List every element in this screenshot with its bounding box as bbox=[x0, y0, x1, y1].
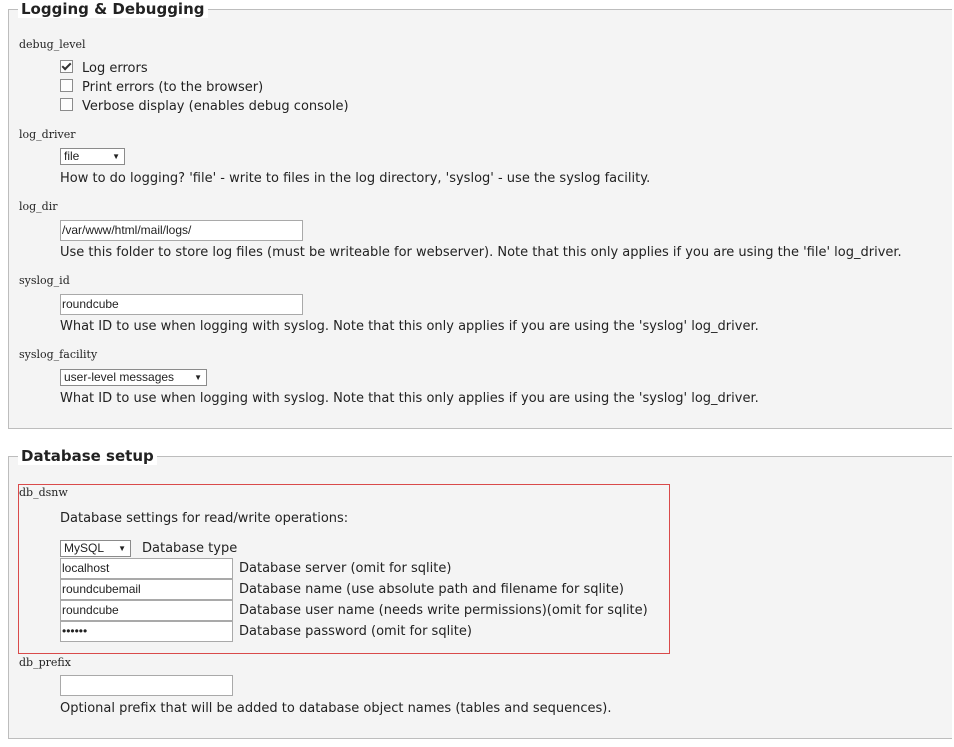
log-errors-option[interactable] bbox=[60, 60, 148, 77]
db-user-input[interactable]: roundcube bbox=[60, 600, 233, 621]
log-driver-key: log_driver bbox=[19, 128, 76, 141]
db-dsnw-key: db_dsnw bbox=[19, 486, 68, 499]
logging-debugging-fieldset bbox=[8, 0, 952, 429]
log-driver-description: How to do logging? 'file' - write to files in the log directory, 'syslog' - use the syslog facility. bbox=[60, 171, 651, 186]
db-prefix-key: db_prefix bbox=[19, 656, 71, 669]
log-dir-input[interactable]: /var/www/html/mail/logs/ bbox=[60, 220, 303, 241]
db-name-label: Database name (use absolute path and filename for sqlite) bbox=[239, 582, 624, 597]
log-driver-select[interactable]: file ▼ bbox=[60, 148, 125, 165]
db-dsnw-intro: Database settings for read/write operations: bbox=[60, 511, 349, 526]
db-type-select[interactable]: MySQL ▼ bbox=[60, 540, 131, 557]
db-prefix-input[interactable] bbox=[60, 675, 233, 696]
db-user-label: Database user name (needs write permissions)(omit for sqlite) bbox=[239, 603, 648, 618]
db-password-input[interactable]: •••••• bbox=[60, 621, 233, 642]
log-dir-key: log_dir bbox=[19, 200, 58, 213]
db-server-input[interactable]: localhost bbox=[60, 558, 233, 579]
print-errors-label: Print errors (to the browser) bbox=[82, 80, 264, 95]
syslog-id-key: syslog_id bbox=[19, 274, 70, 287]
syslog-id-input[interactable]: roundcube bbox=[60, 294, 303, 315]
verbose-display-option[interactable] bbox=[60, 98, 349, 115]
syslog-facility-select[interactable]: user-level messages ▼ bbox=[60, 369, 207, 386]
verbose-display-checkbox[interactable] bbox=[60, 98, 73, 111]
print-errors-option[interactable] bbox=[60, 79, 263, 96]
debug-level-key: debug_level bbox=[19, 38, 86, 51]
verbose-display-label: Verbose display (enables debug console) bbox=[82, 99, 349, 114]
database-legend: Database setup bbox=[18, 447, 157, 465]
db-password-label: Database password (omit for sqlite) bbox=[239, 624, 472, 639]
print-errors-checkbox[interactable] bbox=[60, 79, 73, 92]
logging-legend: Logging & Debugging bbox=[18, 0, 208, 18]
db-type-label: Database type bbox=[142, 541, 238, 556]
syslog-facility-key: syslog_facility bbox=[19, 348, 98, 361]
syslog-id-description: What ID to use when logging with syslog. Note that this only applies if you are using the 'syslog' log_driver. bbox=[60, 319, 759, 334]
db-prefix-description: Optional prefix that will be added to database object names (tables and sequences). bbox=[60, 701, 612, 716]
db-name-input[interactable]: roundcubemail bbox=[60, 579, 233, 600]
database-setup-fieldset bbox=[8, 447, 952, 739]
log-dir-description: Use this folder to store log files (must be writeable for webserver). Note that this only applies if you are using the 'file' log_driver. bbox=[60, 245, 902, 260]
db-server-label: Database server (omit for sqlite) bbox=[239, 561, 452, 576]
syslog-facility-description: What ID to use when logging with syslog. Note that this only applies if you are using the 'syslog' log_driver. bbox=[60, 391, 759, 406]
log-errors-label: Log errors bbox=[82, 61, 148, 76]
log-errors-checkbox[interactable] bbox=[60, 60, 73, 73]
